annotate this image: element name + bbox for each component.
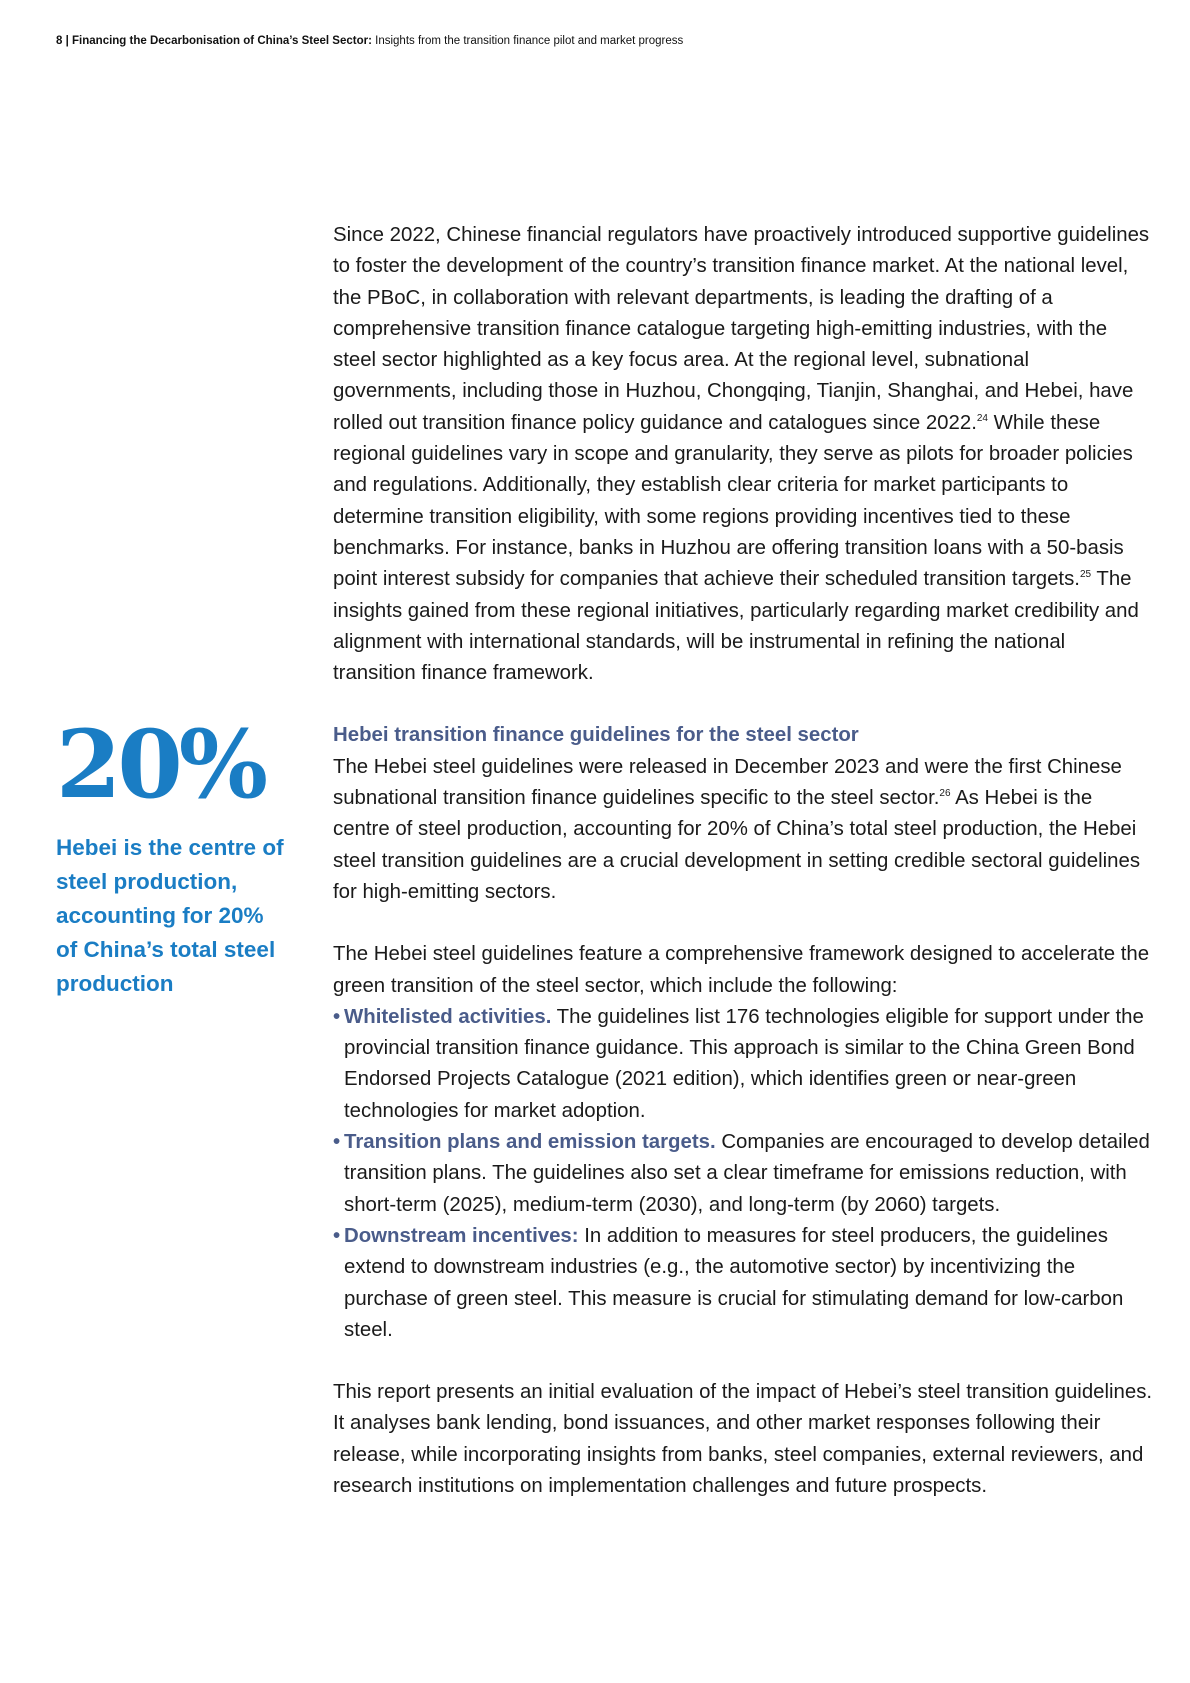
- bullet-text: The guidelines list 176 technologies eligible for support under the provincial transition finance guidance. This approach is similar to the China Green Bond Endorsed Projects Catalogue (2021 edition), which identifies green or near-green technologies for market adoption.: [344, 1005, 1144, 1122]
- bullet-whitelisted-activities: [333, 1002, 1153, 1127]
- hebei-paragraph: [333, 752, 1153, 908]
- footnote-ref-24[interactable]: 24: [976, 412, 988, 424]
- bullet-text: Companies are encouraged to develop detailed transition plans. The guidelines also set a clear timeframe for emissions reduction, with short-term (2025), medium-term (2030), and long-term (by 2060) targets.: [344, 1131, 1150, 1216]
- bullet-transition-plans: [333, 1127, 1153, 1221]
- hebei-text-part-1: The Hebei steel guidelines were released in December 2023 and were the first Chinese subnational transition finance guidelines specific to the steel sector.: [333, 755, 1122, 810]
- bullet-marker: •: [333, 1224, 341, 1247]
- intro-text-part-2: While these regional guidelines vary in scope and granularity, they serve as pilots for broader policies and regulations. Additionally, they establish clear criteria for market participants to determine transition eligibility, with some regions providing incentives tied to these benchmarks. For instance, banks in Huzhou are offering transition loans with a 50-basis point interest subsidy for companies that achieve their scheduled transition targets.: [333, 411, 1133, 591]
- footnote-ref-26[interactable]: 26: [939, 788, 951, 800]
- bullet-lead: Downstream incentives:: [344, 1224, 579, 1247]
- bullet-marker: •: [333, 1005, 341, 1028]
- page-header: [56, 35, 683, 47]
- report-subtitle: Insights from the transition finance pilot and market progress: [375, 35, 684, 47]
- callout-text: Hebei is the centre of steel production, accounting for 20% of China’s total steel production: [56, 835, 284, 996]
- bullet-marker: •: [333, 1131, 341, 1154]
- intro-text-part-1: Since 2022, Chinese financial regulators have proactively introduced supportive guidelines to foster the development of the country’s transition finance market. At the national level, the PBoC, in collaboration with relevant departments, is leading the drafting of a comprehensive transition finance catalogue targeting high-emitting industries, with the steel sector highlighted as a key focus area. At the regional level, subnational governments, including those in Huzhou, Chongqing, Tianjin, Shanghai, and Hebei, have rolled out transition finance policy guidance and catalogues since 2022.: [333, 224, 1150, 434]
- framework-paragraph: The Hebei steel guidelines feature a comprehensive framework designed to accelerate the green transition of the steel sector, which include the following:: [333, 943, 1150, 997]
- stat-callout: [56, 710, 286, 1001]
- framework-bullet-list: [333, 1002, 1153, 1346]
- bullet-lead: Whitelisted activities.: [344, 1005, 552, 1028]
- bullet-lead: Transition plans and emission targets.: [344, 1131, 716, 1154]
- bullet-text: In addition to measures for steel producers, the guidelines extend to downstream industries (e.g., the automotive sector) by incentivizing the purchase of green steel. This measure is crucial for stimulating demand for low-carbon steel.: [344, 1224, 1124, 1341]
- callout-stat: 20%: [56, 710, 265, 820]
- footnote-ref-25[interactable]: 25: [1079, 569, 1092, 581]
- evaluation-paragraph: This report presents an initial evaluation of the impact of Hebei’s steel transition guidelines. It analyses bank lending, bond issuances, and other market responses following their release, while incorporating insights from banks, steel companies, external reviewers, and research institutions on implementation challenges and future prospects.: [333, 1381, 1153, 1497]
- header-separator: |: [65, 35, 69, 47]
- report-title: Financing the Decarbonisation of China’s Steel Sector:: [72, 35, 372, 47]
- intro-paragraph: [333, 220, 1153, 689]
- hebei-text-part-2: As Hebei is the centre of steel production, accounting for 20% of China’s total steel production, the Hebei steel transition guidelines are a crucial development in setting credible sectoral guidelines for high-emitting sectors.: [333, 787, 1141, 903]
- section-subheading: Hebei transition finance guidelines for the steel sector: [333, 724, 859, 747]
- bullet-downstream-incentives: [333, 1221, 1153, 1346]
- body-text: [333, 220, 1153, 1502]
- page-number: 8: [56, 35, 63, 47]
- intro-text-part-3: The insights gained from these regional initiatives, particularly regarding market credibility and alignment with international standards, will be instrumental in refining the national transition finance framework.: [333, 568, 1139, 685]
